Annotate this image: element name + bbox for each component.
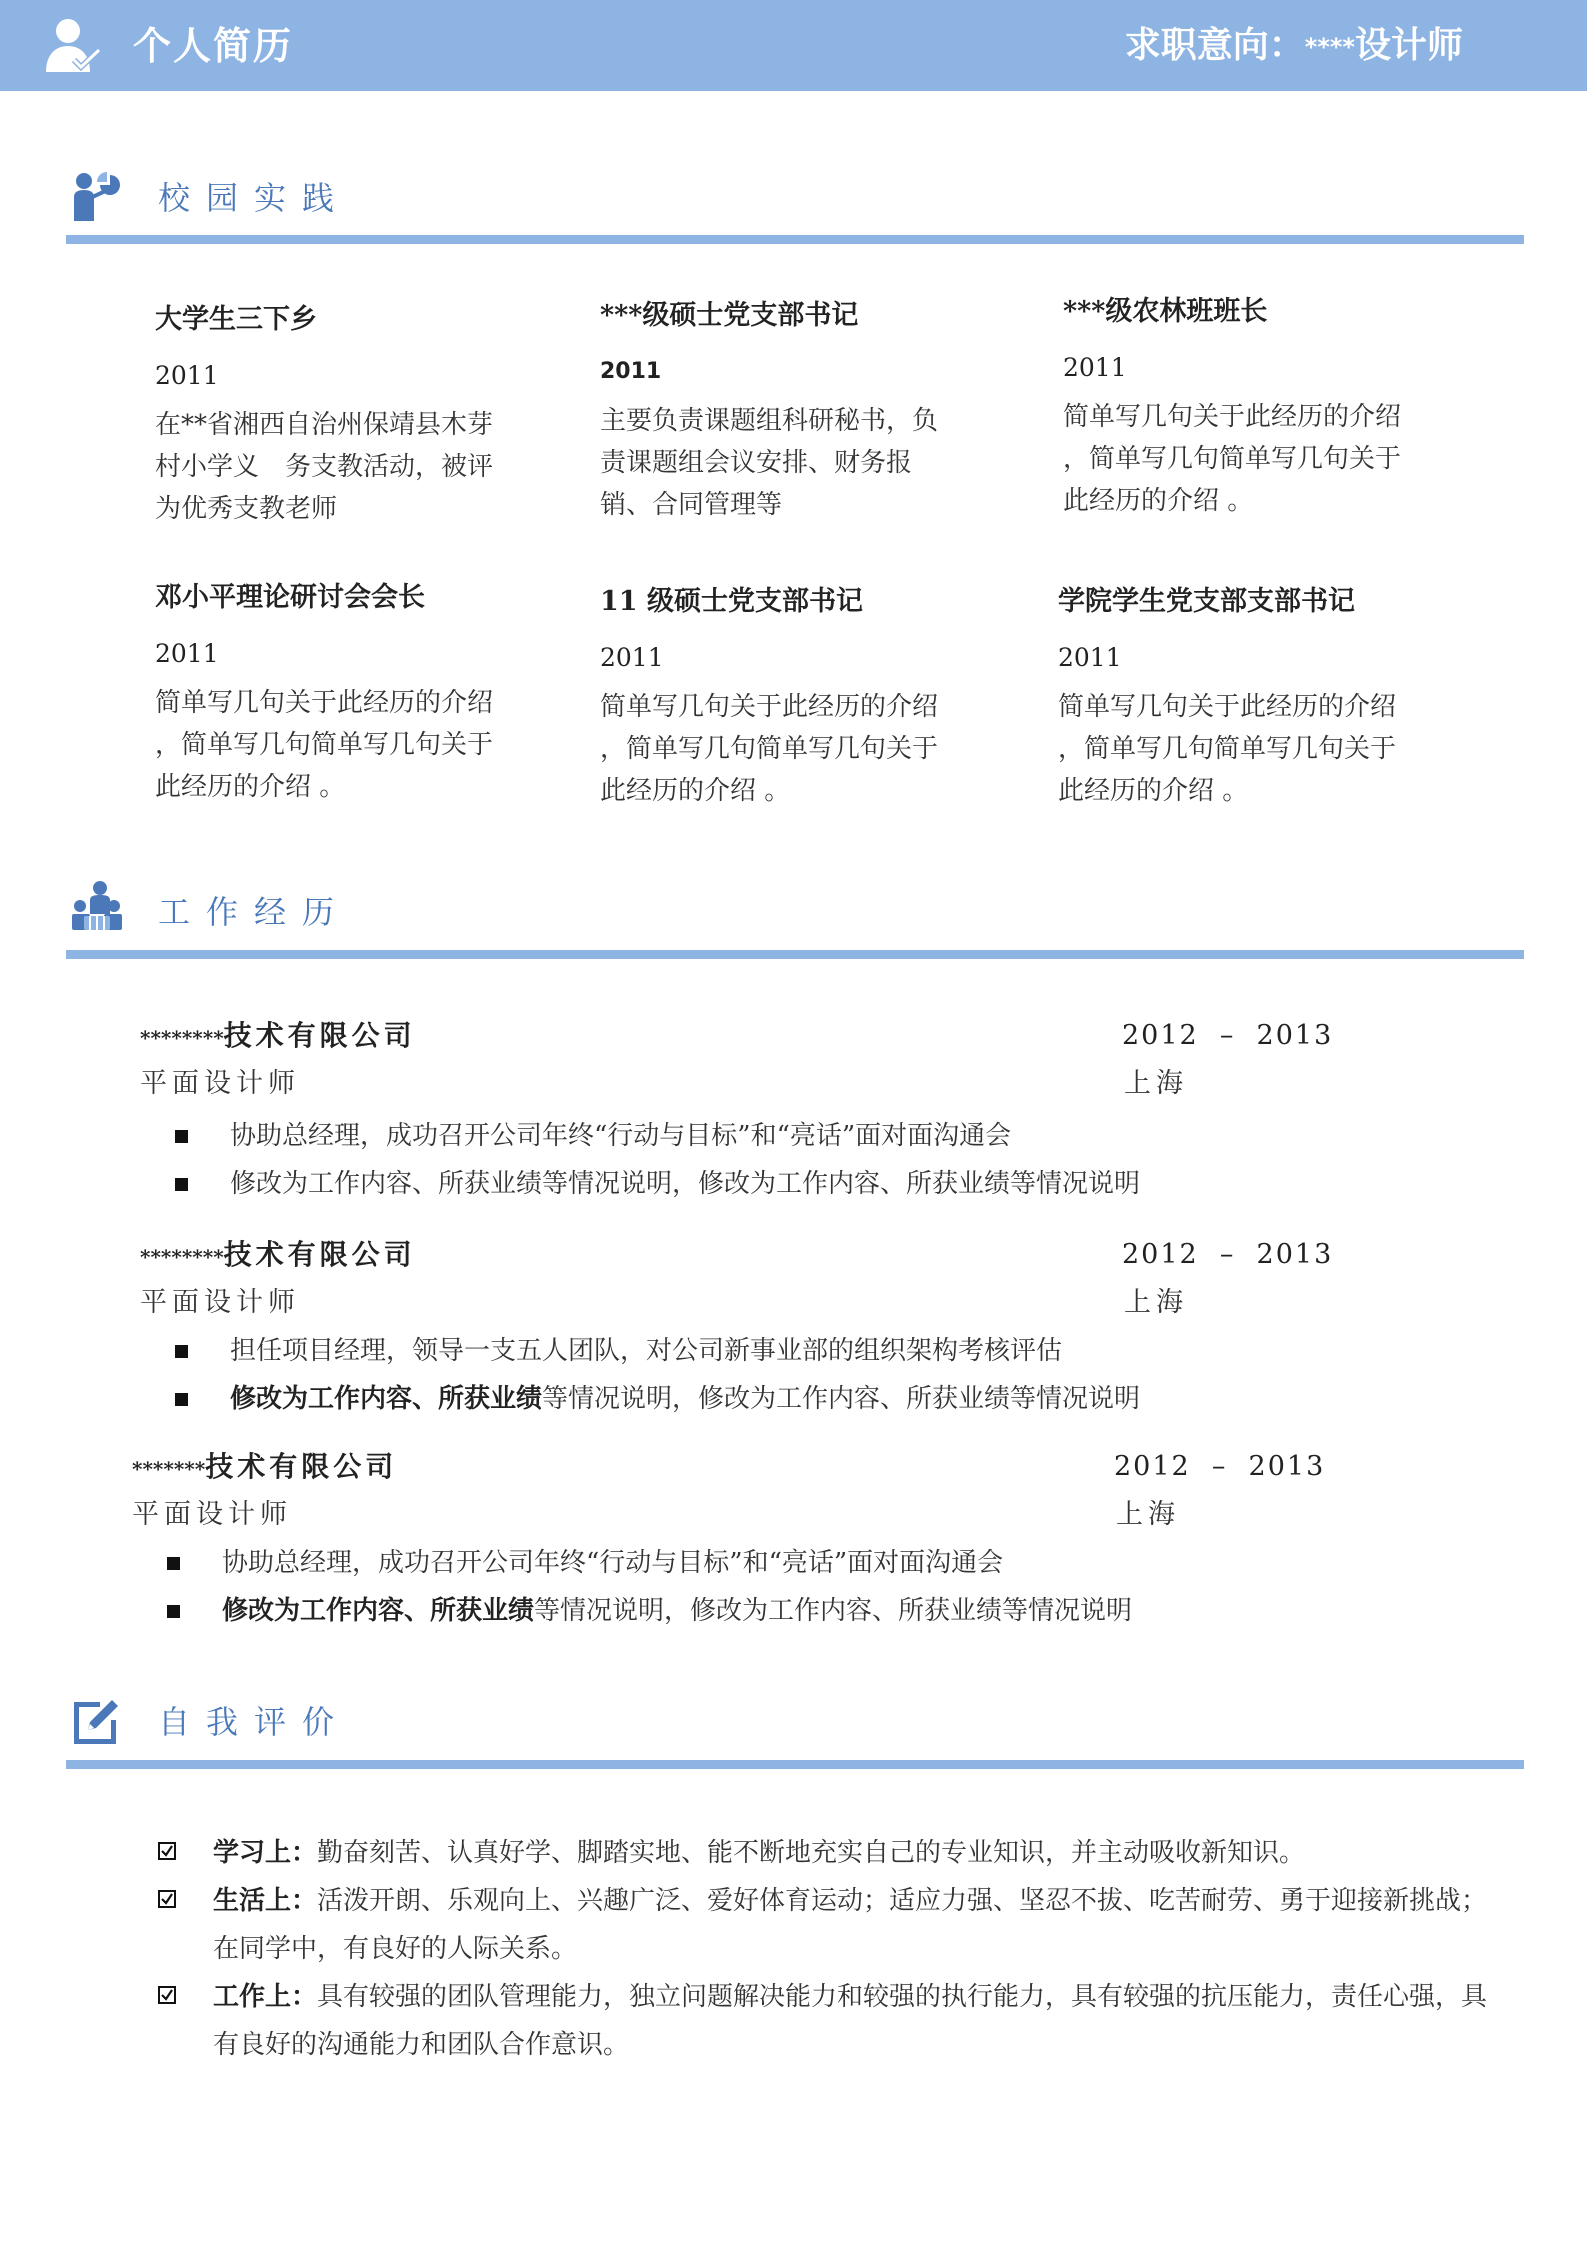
company-mask: ********: [140, 1026, 224, 1050]
work-dates: 2012 – 2013: [1114, 1451, 1326, 1482]
checkbox-checked-icon: [158, 1890, 176, 1908]
self-eval-text: 勤奋刻苦、认真好学、脚踏实地、能不断地充实自己的专业知识，并主动吸收新知识。: [317, 1838, 1306, 1868]
edit-note-icon: [70, 1694, 122, 1746]
campus-entry: [1063, 292, 1423, 522]
job-city: 上海: [1124, 1068, 1188, 1099]
job-intent-role: 设计师: [1354, 25, 1463, 66]
campus-entry-year: 2011: [600, 643, 664, 672]
self-eval-item: [158, 1829, 1488, 1877]
presenter-chart-icon: [70, 171, 122, 223]
campus-entry: [600, 296, 960, 526]
work-entry: ********技术有限公司 2012 – 2013 平面设计师 上海 协助总经理，成功召开公司年终“行动与目标”和“亮话”面对面沟通会 修改为工作内容、所获业绩等情况说明，修改为工作内容、所获业绩等情况说明: [0, 1016, 1587, 1216]
job-intent-label: 求职意向：: [1124, 25, 1305, 66]
resume-title: 个人简历: [133, 24, 294, 68]
company-name: ********技术有限公司: [140, 1238, 416, 1271]
section-divider: [66, 950, 1524, 959]
campus-entry-year: 2011: [155, 639, 219, 668]
team-briefcase-icon: [70, 880, 122, 932]
job-city: 上海: [1124, 1287, 1188, 1318]
section-title-work: 工作经历: [158, 893, 351, 931]
self-eval-label: 工作上：: [213, 1982, 318, 2012]
campus-entry: [1058, 582, 1418, 812]
campus-entry: [155, 300, 515, 530]
campus-entry-title: 学院学生党支部支部书记: [1058, 586, 1355, 617]
job-role: 平面设计师: [132, 1499, 292, 1530]
campus-entry-title: 邓小平理论研讨会会长: [155, 582, 425, 613]
campus-entry-year: 2011: [155, 361, 219, 390]
campus-entry-title: ***级农林班班长: [1063, 296, 1268, 327]
company-mask: *******: [132, 1457, 206, 1481]
campus-entry-title: 大学生三下乡: [155, 304, 317, 335]
section-title-self: 自我评价: [158, 1703, 351, 1741]
campus-entry-desc: 简单写几句关于此经历的介绍 ，简单写几句简单写几句关于此经历的介绍 。: [1058, 692, 1397, 806]
work-entry: *******技术有限公司 2012 – 2013 平面设计师 上海 协助总经理，成功召开公司年终“行动与目标”和“亮话”面对面沟通会 修改为工作内容、所获业绩等情况说明，修改为工作内容、所获业绩等情况说明: [0, 1447, 1587, 1647]
person-check-icon: [44, 16, 104, 74]
self-eval-text: 活泼开朗、乐观向上、兴趣广泛、爱好体育运动；适应力强、坚忍不拔、吃苦耐劳、勇于迎接新挑战；在同学中，有良好的人际关系。: [213, 1886, 1488, 1964]
campus-entry-desc: 简单写几句关于此经历的介绍 ，简单写几句简单写几句关于此经历的介绍 。: [155, 688, 494, 802]
campus-entry: [600, 582, 960, 812]
campus-entry-year: 2011: [1058, 643, 1122, 672]
job-role: 平面设计师: [140, 1068, 300, 1099]
campus-entry: [155, 578, 515, 808]
self-eval-label: 生活上：: [213, 1886, 318, 1916]
job-city: 上海: [1116, 1499, 1180, 1530]
campus-entry-title: 11 级硕士党支部书记: [600, 586, 863, 617]
company-mask: ********: [140, 1245, 224, 1269]
self-eval-label: 学习上：: [213, 1838, 318, 1868]
company-name: ********技术有限公司: [140, 1019, 416, 1052]
work-dates: 2012 – 2013: [1122, 1020, 1334, 1051]
section-divider: [66, 235, 1524, 244]
self-eval-text: 具有较强的团队管理能力，独立问题解决能力和较强的执行能力，具有较强的抗压能力，责任心强，具有良好的沟通能力和团队合作意识。: [213, 1982, 1488, 2060]
self-eval-item: [158, 1973, 1488, 2069]
campus-entry-desc: 在**省湘西自治州保靖县木芽村小学义 务支教活动，被评为优秀支教老师: [155, 410, 494, 524]
header-band: [0, 0, 1587, 91]
job-intent-mask: ****: [1304, 33, 1355, 61]
campus-entry-title: ***级硕士党支部书记: [600, 300, 859, 331]
campus-entry-year: 2011: [1063, 353, 1127, 382]
section-divider: [66, 1760, 1524, 1769]
campus-entry-desc: 简单写几句关于此经历的介绍 ，简单写几句简单写几句关于此经历的介绍 。: [1063, 402, 1402, 516]
self-eval-item: [158, 1877, 1488, 1973]
campus-entry-desc: 主要负责课题组科研秘书，负责课题组会议安排、财务报销、合同管理等: [600, 406, 939, 520]
job-intent: [1125, 20, 1463, 72]
section-title-campus: 校园实践: [158, 179, 351, 217]
work-entry: ********技术有限公司 2012 – 2013 平面设计师 上海 担任项目经理，领导一支五人团队，对公司新事业部的组织架构考核评估 修改为工作内容、所获业绩等情况说明，修改为工作内容、所获业绩等情况说明: [0, 1235, 1587, 1435]
checkbox-checked-icon: [158, 1986, 176, 2004]
campus-entry-desc: 简单写几句关于此经历的介绍 ，简单写几句简单写几句关于此经历的介绍 。: [600, 692, 939, 806]
checkbox-checked-icon: [158, 1842, 176, 1860]
campus-entry-year: 2011: [600, 359, 662, 384]
job-role: 平面设计师: [140, 1287, 300, 1318]
company-name: *******技术有限公司: [132, 1450, 398, 1483]
work-dates: 2012 – 2013: [1122, 1239, 1334, 1270]
